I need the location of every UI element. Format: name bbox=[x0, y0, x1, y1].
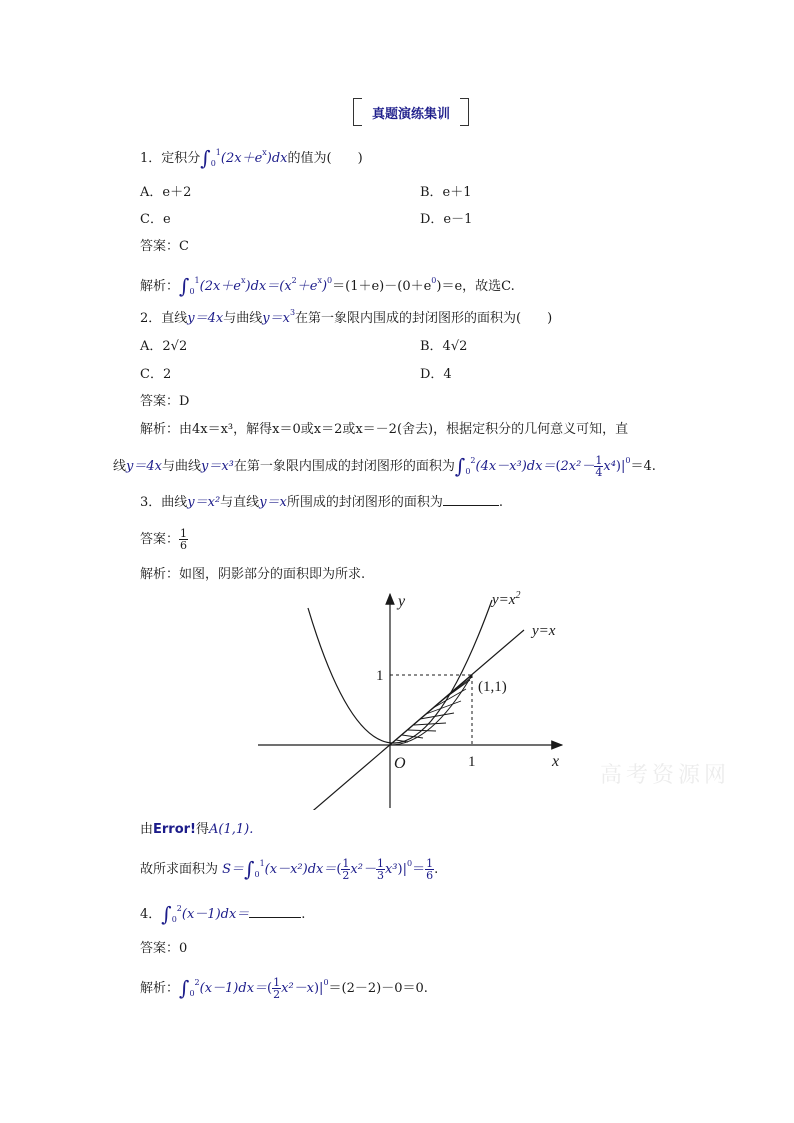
q4-answer: 答案：0 bbox=[140, 941, 188, 956]
integral-sign: ∫ bbox=[179, 976, 190, 1000]
q4-analysis: 解析：$\int_0^2(x-1)dx=$( $\frac{1}{2}$ $x^2-x)|^0=(2-2)-0=0$. bbox=[140, 976, 428, 1001]
line-y-equals-x bbox=[308, 630, 524, 810]
q1-option-d: D．e－1 bbox=[420, 212, 473, 227]
q3-stem: 3．曲线y＝x²与直线y＝x所围成的封闭图形的面积为 . bbox=[140, 495, 504, 510]
x-tick-label: 1 bbox=[468, 754, 476, 770]
q4-stem: 4．$\int_0^2(x-1)dx=$ . bbox=[140, 902, 306, 926]
fraction: $\frac{1}{6}$ bbox=[426, 857, 434, 882]
fraction: $\frac{1}{3}$ bbox=[376, 857, 384, 882]
integral-sign: ∫ bbox=[179, 274, 190, 298]
answer-blank bbox=[249, 917, 301, 918]
integral-sign: ∫ bbox=[454, 454, 466, 478]
q3-area-line: 故所求面积为 $S=\int_0^1(x-x^2)dx=$( $\frac{1}{2}$ x²－ $\frac{1}{3}$ $x^3)|^0=$ $\frac{1}{6}$ . bbox=[140, 857, 439, 882]
integral-sign: ∫ bbox=[161, 902, 172, 926]
right-bracket bbox=[460, 98, 469, 126]
origin-label: O bbox=[394, 755, 406, 772]
watermark-text: 高考资源网 bbox=[600, 763, 731, 788]
q3-analysis: 解析：如图，阴影部分的面积即为所求. bbox=[140, 567, 366, 582]
q2-analysis-line2: 线y＝4x与曲线y＝x³在第一象限内围成的封闭图形的面积为$\int_0^2(4x-x^3)dx=(2x^2-$ $\frac{1}{4}$ $x^4)|^0=4$. bbox=[113, 454, 656, 479]
area-figure bbox=[256, 588, 566, 810]
q3-error-line: 由Error!得A(1,1). bbox=[140, 822, 254, 837]
q2-analysis-line1: 解析：由4x＝x³，解得x＝0或x＝2或x＝－2(舍去)，根据定积分的几何意义可知，直 bbox=[140, 422, 629, 437]
q3-answer: 答案： $\frac{1}{6}$ bbox=[140, 527, 188, 552]
x-axis-label: x bbox=[552, 753, 560, 770]
q2-option-a: A．2√2 bbox=[140, 339, 188, 354]
section-title: 真题演练集训 bbox=[371, 107, 450, 122]
point-label: (1,1) bbox=[478, 679, 507, 695]
fraction: $\frac{1}{2}$ bbox=[342, 857, 350, 882]
fraction: $\frac{1}{2}$ bbox=[273, 976, 281, 1001]
answer-blank bbox=[443, 505, 499, 506]
integral-sign: ∫ bbox=[244, 857, 255, 881]
q1-option-c: C．e bbox=[140, 212, 171, 227]
q1-analysis: 解析：$\int_0^1(2x+e^x)dx=(x^2+e^x)^0=(1+e)-(0+e^0)=e$，故选C. bbox=[140, 274, 515, 298]
q1-option-b: B．e＋1 bbox=[420, 185, 472, 200]
section-title-box bbox=[353, 98, 469, 126]
parabola-curve bbox=[308, 600, 492, 743]
parabola-label: $y=x^2$ bbox=[492, 590, 521, 608]
q1-answer: 答案：C bbox=[140, 239, 189, 254]
line-label: y=x bbox=[532, 623, 556, 639]
q2-option-d: D．4 bbox=[420, 367, 452, 382]
q2-answer: 答案：D bbox=[140, 394, 190, 409]
answer-fraction: $\frac{1}{6}$ bbox=[180, 527, 188, 552]
fraction: $\frac{1}{4}$ bbox=[595, 454, 603, 479]
q2-stem: 2．直线y＝4x与曲线$y=x^3$在第一象限内围成的封闭图形的面积为( ) bbox=[140, 308, 553, 326]
q1-stem: 1．定积分$\int_0^1(2x+e^x)dx$的值为( ) bbox=[140, 146, 363, 170]
q1-option-a: A．e＋2 bbox=[140, 185, 192, 200]
y-axis-label: y bbox=[398, 593, 406, 610]
y-tick-label: 1 bbox=[376, 668, 384, 684]
q2-option-c: C．2 bbox=[140, 367, 172, 382]
q2-option-b: B．4√2 bbox=[420, 339, 468, 354]
integral-sign: ∫ bbox=[200, 146, 211, 170]
